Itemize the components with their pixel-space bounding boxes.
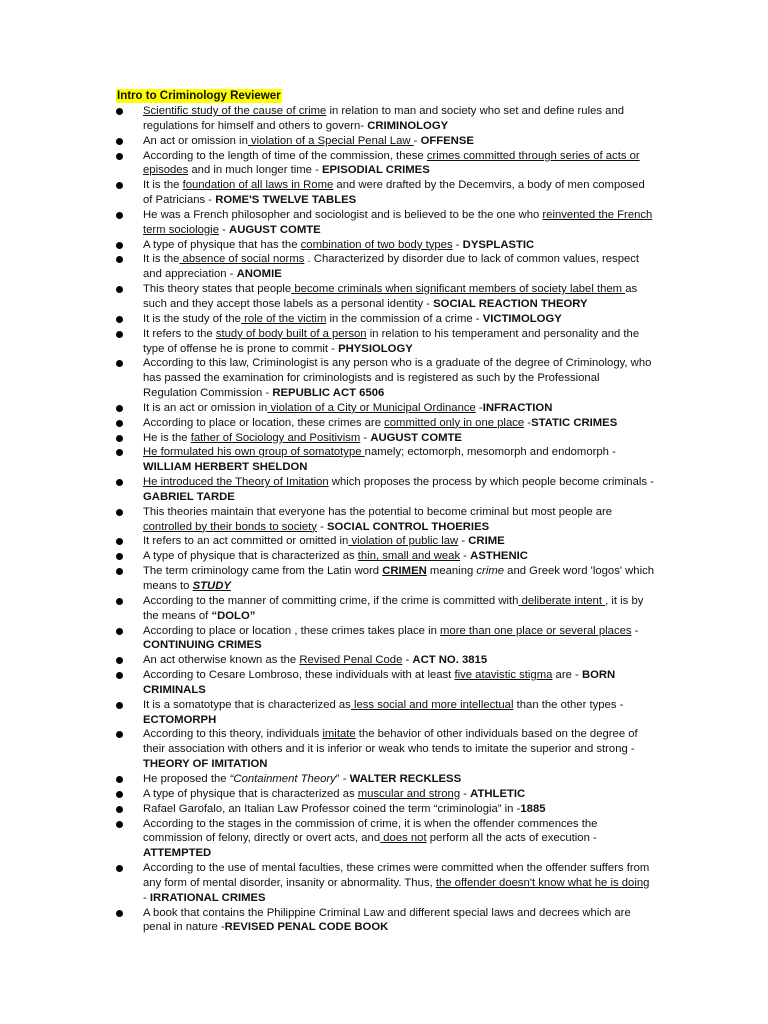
text-segment: perform all the acts of execution -: [426, 832, 597, 845]
text-segment: ROME'S TWELVE TABLES: [215, 194, 357, 207]
list-item: [116, 312, 656, 327]
text-segment: It is the: [143, 253, 180, 266]
list-item: [116, 549, 656, 564]
text-segment: five atavistic stigma: [454, 669, 553, 682]
text-segment: CRIMINOLOGY: [367, 119, 449, 132]
text-segment: in relation to his temperament and personality and the type of offense he is prone to commit -: [143, 327, 640, 355]
text-segment: OFFENSE: [420, 134, 474, 147]
reviewer-page: [116, 86, 656, 935]
text-segment: According to this law, Criminologist is any person who is a graduate of the degree of Criminology, who has passed the examination for criminologists and is registered as such by the Professional Regulation Commission -: [143, 357, 652, 400]
bullet-icon: [116, 553, 123, 560]
text-segment: He is the: [143, 431, 191, 444]
text-segment: in the commission of a crime -: [326, 312, 483, 325]
text-segment: become criminals when significant members of society label them: [291, 283, 626, 296]
text-segment: foundation of all laws in Rome: [182, 179, 334, 192]
text-segment: the offender doesn't know what he is doing: [435, 876, 650, 889]
bullet-icon: [116, 449, 123, 456]
bullet-icon: [116, 672, 123, 679]
text-segment: An act otherwise known as the: [143, 654, 300, 667]
text-segment: violation of public law: [348, 535, 459, 548]
text-segment: ECTOMORPH: [143, 713, 217, 726]
text-segment: STATIC CRIMES: [531, 416, 618, 429]
text-segment: -: [218, 223, 230, 236]
text-segment: ACT NO. 3815: [412, 654, 488, 667]
text-segment: than the other types -: [513, 698, 624, 711]
list-item: [116, 401, 656, 416]
bullet-icon: [116, 479, 123, 486]
text-segment: absence of social norms: [179, 253, 305, 266]
text-segment: muscular and strong: [357, 787, 461, 800]
list-item: [116, 282, 656, 312]
text-segment: father of Sociology and Positivism: [190, 431, 361, 444]
bullet-icon: [116, 360, 123, 367]
text-segment: He formulated his own group of somatotype: [143, 446, 365, 459]
text-segment: and in much longer time -: [188, 164, 322, 177]
text-segment: STUDY: [192, 580, 231, 592]
list-item: [116, 475, 656, 505]
text-segment: CRIME: [468, 535, 505, 548]
bullet-icon: [116, 731, 123, 738]
list-item: [116, 594, 656, 624]
bullet-icon: [116, 702, 123, 709]
text-segment: -: [475, 401, 483, 414]
bullet-icon: [116, 331, 123, 338]
list-item: [116, 327, 656, 357]
text-segment: “DOLO”: [211, 609, 256, 622]
list-item: [116, 178, 656, 208]
text-segment: ASTHENIC: [470, 550, 528, 563]
text-segment: A book that contains the Philippine Criminal Law and different special laws and decrees which are penal in nature -: [143, 906, 631, 934]
text-segment: According to the manner of committing crime, if the crime is committed with: [143, 594, 519, 607]
bullet-icon: [116, 776, 123, 783]
text-segment: ATHLETIC: [470, 787, 526, 800]
text-segment: and were drafted by the Decemvirs, a body of men composed of Patricians -: [143, 179, 645, 207]
text-segment: “Containment Theory: [229, 772, 336, 785]
list-item: [116, 698, 656, 728]
text-segment: He proposed the: [143, 772, 230, 785]
text-segment: This theory states that people: [143, 283, 292, 296]
text-segment: It is the: [143, 179, 183, 192]
bullet-icon: [116, 791, 123, 798]
list-item: [116, 238, 656, 253]
text-segment: According to place or location, these crimes are: [143, 416, 385, 429]
text-segment: violation of a City or Municipal Ordinance: [267, 401, 476, 414]
bullet-icon: [116, 657, 123, 664]
text-segment: REVISED PENAL CODE BOOK: [224, 921, 389, 934]
text-segment: controlled by their bonds to society: [143, 520, 317, 533]
list-item: [116, 104, 656, 134]
list-item: [116, 505, 656, 535]
bullet-icon: [116, 435, 123, 442]
text-segment: CRIMEN: [382, 565, 427, 578]
bullet-icon: [116, 242, 123, 249]
bullet-icon: [116, 538, 123, 545]
bullet-icon: [116, 568, 123, 575]
text-segment: and Greek word 'logos' which means to: [143, 565, 655, 592]
text-segment: the behavior of other individuals based on the degree of their association with others and it is inferior or weak who tends to imitate the superior and strong -: [143, 728, 638, 756]
text-segment: A type of physique that is characterized as: [143, 787, 358, 800]
text-segment: CONTINUING CRIMES: [143, 639, 262, 652]
list-item: [116, 445, 656, 475]
bullet-icon: [116, 256, 123, 263]
text-segment: does not: [380, 832, 427, 845]
text-segment: -: [458, 535, 469, 548]
text-segment: ATTEMPTED: [143, 847, 212, 860]
bullet-icon: [116, 212, 123, 219]
text-segment: GABRIEL TARDE: [143, 490, 235, 503]
text-segment: A type of physique that is characterized as: [143, 550, 358, 563]
text-segment: AUGUST COMTE: [229, 223, 321, 236]
text-segment: It refers to an act committed or omitted in: [143, 535, 349, 548]
list-item: [116, 252, 656, 282]
list-item: [116, 727, 656, 772]
text-segment: DYSPLASTIC: [462, 238, 535, 251]
text-segment: According to this theory, individuals: [143, 728, 323, 741]
text-segment: VICTIMOLOGY: [482, 312, 562, 325]
text-segment: -: [360, 431, 371, 444]
bullet-icon: [116, 138, 123, 145]
text-segment: This theories maintain that everyone has the potential to become criminal but most people are: [143, 505, 613, 518]
list-item: [116, 208, 656, 238]
text-segment: ” -: [335, 772, 350, 785]
bullet-icon: [116, 865, 123, 872]
bullet-icon: [116, 598, 123, 605]
text-segment: role of the victim: [240, 312, 327, 325]
text-segment: as such and they accept those labels as a personal identity -: [143, 283, 638, 310]
text-segment: A type of physique that has the: [143, 238, 301, 251]
text-segment: PHYSIOLOGY: [338, 342, 413, 355]
text-segment: According to Cesare Lombroso, these individuals with at least: [143, 669, 455, 682]
list-item: [116, 817, 656, 862]
list-item: [116, 416, 656, 431]
text-segment: in relation to man and society who set and define rules and regulations for himself and others to govern-: [143, 105, 625, 132]
bullet-icon: [116, 420, 123, 427]
text-segment: deliberate intent: [518, 594, 606, 607]
bullet-icon: [116, 405, 123, 412]
text-segment: Revised Penal Code: [299, 654, 403, 667]
list-item: [116, 624, 656, 654]
text-segment: -: [460, 550, 471, 563]
text-segment: more than one place or several places: [440, 624, 632, 637]
list-item: [116, 431, 656, 446]
text-segment: Scientific study of the cause of crime: [143, 105, 327, 117]
text-segment: According to the use of mental faculties, these crimes were committed when the offender suffers from any form of mental disorder, insanity or abnormality. Thus,: [143, 862, 650, 889]
text-segment: According to the stages in the commission of crime, it is when the offender commences the commission of felony, directly or overt acts, and: [143, 817, 598, 845]
text-segment: It refers to the: [143, 327, 216, 340]
text-segment: -: [413, 134, 421, 147]
text-segment: INFRACTION: [482, 401, 553, 414]
text-segment: According to place or location , these crimes takes place in: [143, 624, 441, 637]
text-segment: An act or omission in: [143, 134, 248, 147]
bullet-icon: [116, 509, 123, 516]
bullet-icon: [116, 153, 123, 160]
list-item: [116, 787, 656, 802]
text-segment: It is the study of the: [143, 312, 241, 325]
text-segment: combination of two body types: [300, 238, 453, 251]
text-segment: namely; ectomorph, mesomorph and endomorph -: [364, 446, 616, 459]
list-item: [116, 772, 656, 787]
text-segment: which proposes the process by which people become criminals -: [328, 476, 654, 489]
list-item: [116, 653, 656, 668]
text-segment: WALTER RECKLESS: [349, 772, 462, 785]
text-segment: imitate: [322, 728, 356, 741]
text-segment: -: [143, 891, 150, 904]
list-item: [116, 149, 656, 179]
text-segment: He was a French philosopher and sociologist and is believed to be the one who: [143, 208, 543, 221]
bullet-icon: [116, 286, 123, 293]
bullet-icon: [116, 628, 123, 635]
text-segment: -: [316, 520, 327, 533]
list-item: [116, 356, 656, 401]
list-item: [116, 668, 656, 698]
text-segment: SOCIAL CONTROL THOERIES: [327, 520, 490, 533]
text-segment: REPUBLIC ACT 6506: [272, 387, 385, 400]
text-segment: WILLIAM HERBERT SHELDON: [143, 461, 308, 474]
bullet-icon: [116, 108, 123, 115]
text-segment: IRRATIONAL CRIMES: [149, 891, 266, 904]
text-segment: -: [402, 654, 413, 667]
text-segment: crime: [476, 565, 505, 578]
text-segment: thin, small and weak: [357, 550, 461, 563]
text-segment: , it is by the means of: [143, 594, 644, 622]
bullet-icon: [116, 316, 123, 323]
bullet-icon: [116, 821, 123, 828]
reviewer-list: [116, 104, 656, 935]
text-segment: AUGUST COMTE: [370, 431, 462, 444]
list-item: [116, 564, 656, 594]
text-segment: study of body built of a person: [215, 327, 367, 340]
text-segment: 1885: [520, 802, 546, 815]
text-segment: The term criminology came from the Latin word: [143, 565, 383, 578]
bullet-icon: [116, 806, 123, 813]
text-segment: meaning: [426, 565, 477, 578]
text-segment: crimes committed through series of acts or episodes: [143, 149, 640, 177]
text-segment: -: [631, 624, 639, 637]
bullet-icon: [116, 182, 123, 189]
text-segment: committed only in one place: [384, 416, 525, 429]
bullet-icon: [116, 910, 123, 917]
text-segment: SOCIAL REACTION THEORY: [433, 297, 588, 310]
list-item: [116, 802, 656, 817]
text-segment: BORN CRIMINALS: [143, 669, 616, 696]
text-segment: Rafael Garofalo, an Italian Law Professor coined the term “criminologia” in -: [143, 802, 521, 815]
list-item: [116, 906, 656, 936]
text-segment: It is a somatotype that is characterized as: [143, 698, 351, 711]
text-segment: EPISODIAL CRIMES: [321, 164, 430, 177]
text-segment: -: [524, 416, 532, 429]
text-segment: are -: [552, 669, 582, 682]
text-segment: reinvented the French term sociologie: [143, 208, 653, 236]
text-segment: THEORY OF IMITATION: [143, 758, 268, 771]
text-segment: ANOMIE: [236, 268, 282, 281]
text-segment: less social and more intellectual: [350, 698, 514, 711]
list-item: [116, 861, 656, 906]
text-segment: He introduced the Theory of Imitation: [143, 476, 329, 489]
text-segment: -: [452, 238, 463, 251]
text-segment: . Characterized by disorder due to lack of common values, respect and appreciation -: [143, 253, 640, 281]
list-item: [116, 134, 656, 149]
list-item: [116, 534, 656, 549]
text-segment: It is an act or omission in: [143, 401, 268, 414]
text-segment: violation of a Special Penal Law: [247, 134, 414, 147]
text-segment: According to the length of time of the commission, these: [143, 149, 427, 162]
document-title: Intro to Criminology Reviewer: [117, 90, 281, 102]
text-segment: -: [460, 787, 471, 800]
